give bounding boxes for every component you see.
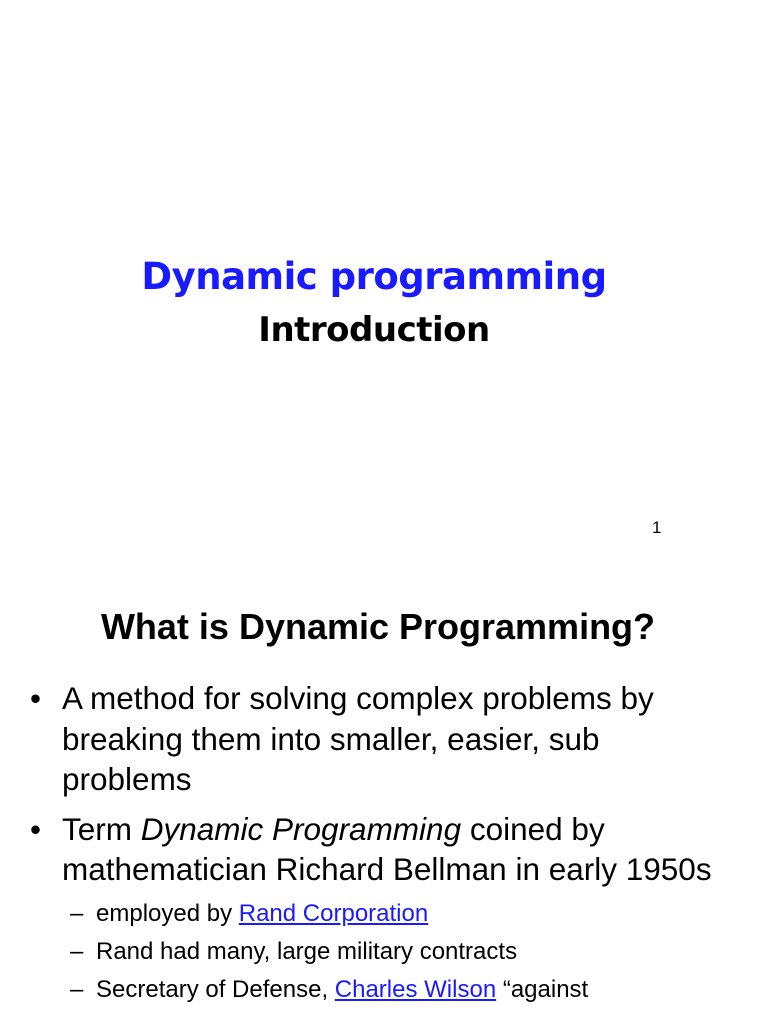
bullet-marker: • bbox=[30, 810, 42, 847]
bullet-text: A method for solving complex problems by breaking them into smaller, easier, sub problems bbox=[62, 680, 654, 797]
sub-bullet-item bbox=[0, 975, 768, 1005]
sub-bullet-item bbox=[0, 899, 768, 929]
bullet-marker: • bbox=[30, 680, 42, 716]
bullet-text-suffix: coined by mathematician Richard Bellman in early 1950s bbox=[62, 810, 712, 887]
bullet-text-emphasis: Dynamic Programming bbox=[140, 810, 462, 847]
rand-corporation-link[interactable]: Rand Corporation bbox=[238, 899, 429, 927]
sub-bullet-suffix: “against bbox=[496, 975, 589, 1003]
charles-wilson-link[interactable]: Charles Wilson bbox=[334, 975, 497, 1003]
bullet-item bbox=[0, 678, 768, 800]
bullet-text-prefix: Term bbox=[62, 810, 141, 847]
sub-bullet-text: Secretary of Defense, bbox=[96, 975, 335, 1003]
sub-bullet-marker: – bbox=[70, 899, 84, 927]
bullet-list bbox=[0, 678, 768, 1013]
sub-bullet-marker: – bbox=[70, 937, 84, 965]
slide-subtitle: Introduction bbox=[258, 310, 490, 350]
sub-bullet-item bbox=[0, 937, 768, 967]
slide-heading: What is Dynamic Programming? bbox=[100, 606, 656, 647]
slide-title: Dynamic programming bbox=[141, 255, 607, 298]
sub-bullet-text: employed by bbox=[96, 899, 239, 927]
sub-bullet-text: Rand had many, large military contracts bbox=[96, 937, 518, 965]
sub-bullet-marker: – bbox=[70, 975, 84, 1003]
slide-number: 1 bbox=[652, 518, 662, 537]
bullet-item bbox=[0, 809, 768, 890]
